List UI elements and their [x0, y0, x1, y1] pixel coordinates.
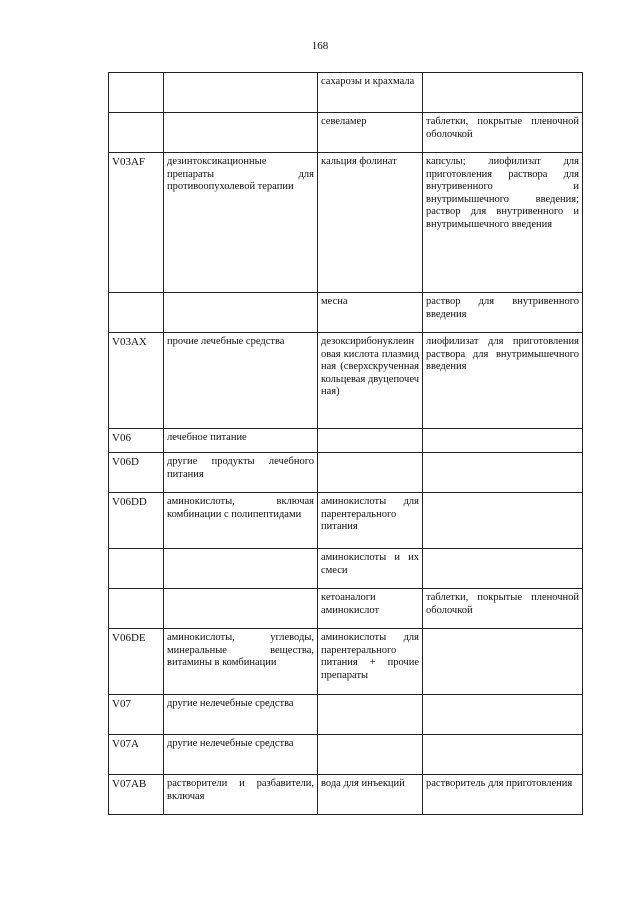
group-name: растворители и разбавители, включая	[164, 775, 318, 815]
atc-code: V07AB	[109, 775, 164, 815]
substance-name	[318, 453, 423, 493]
table-row	[109, 775, 583, 815]
table-row	[109, 429, 583, 453]
group-name: аминокислоты, углеводы, минеральные вещества, витамины в комбинации	[164, 629, 318, 695]
table-row	[109, 735, 583, 775]
group-name: лечебное питание	[164, 429, 318, 453]
atc-code	[109, 113, 164, 153]
atc-code	[109, 293, 164, 333]
substance-name: кальция фолинат	[318, 153, 423, 293]
substance-name	[318, 429, 423, 453]
dosage-form: таблетки, покрытые пленочной оболочкой	[423, 113, 583, 153]
group-name: аминокислоты, включая комбинации с полипептидами	[164, 493, 318, 549]
group-name: другие нелечебные средства	[164, 695, 318, 735]
substance-name: севеламер	[318, 113, 423, 153]
table-row	[109, 695, 583, 735]
substance-name: вода для инъекций	[318, 775, 423, 815]
dosage-form	[423, 73, 583, 113]
substance-name: сахарозы и крахмала	[318, 73, 423, 113]
dosage-form	[423, 629, 583, 695]
substance-name	[318, 735, 423, 775]
dosage-form: капсулы; лиофилизат для приготовления раствора для внутривенного и внутримышечного введения; раствор для внутривенного и внутримышечного введения	[423, 153, 583, 293]
substance-name: аминокислоты для парентерального питания	[318, 493, 423, 549]
dosage-form: лиофилизат для приготовления раствора для внутримышечного введения	[423, 333, 583, 429]
atc-code	[109, 549, 164, 589]
substance-name: месна	[318, 293, 423, 333]
atc-code: V03AX	[109, 333, 164, 429]
substance-name: аминокислоты для парентерального питания + прочие препараты	[318, 629, 423, 695]
substance-name	[318, 695, 423, 735]
dosage-form	[423, 493, 583, 549]
group-name: другие нелечебные средства	[164, 735, 318, 775]
dosage-form	[423, 735, 583, 775]
substance-name: аминокислоты и их смеси	[318, 549, 423, 589]
atc-code	[109, 73, 164, 113]
group-name	[164, 293, 318, 333]
substance-name: дезоксирибонуклеиновая кислота плазмидная (сверхскрученная кольцевая двуцепочечная)	[318, 333, 423, 429]
dosage-form	[423, 453, 583, 493]
table-row	[109, 293, 583, 333]
atc-code: V06DD	[109, 493, 164, 549]
page-number: 168	[311, 40, 329, 52]
table-row	[109, 589, 583, 629]
group-name: другие продукты лечебного питания	[164, 453, 318, 493]
atc-code: V07	[109, 695, 164, 735]
group-name	[164, 113, 318, 153]
table-row	[109, 453, 583, 493]
table-row	[109, 493, 583, 549]
table-row	[109, 549, 583, 589]
table-row	[109, 629, 583, 695]
atc-code: V03AF	[109, 153, 164, 293]
group-name: дезинтоксикационные препараты для противоопухолевой терапии	[164, 153, 318, 293]
group-name	[164, 549, 318, 589]
table-row	[109, 333, 583, 429]
atc-code: V06DE	[109, 629, 164, 695]
group-name: прочие лечебные средства	[164, 333, 318, 429]
atc-code	[109, 589, 164, 629]
dosage-form: раствор для внутривенного введения	[423, 293, 583, 333]
group-name	[164, 589, 318, 629]
dosage-form	[423, 549, 583, 589]
drug-table	[108, 72, 583, 815]
table-row	[109, 73, 583, 113]
atc-code: V06	[109, 429, 164, 453]
substance-name: кетоаналоги аминокислот	[318, 589, 423, 629]
dosage-form	[423, 695, 583, 735]
table-row	[109, 113, 583, 153]
atc-code: V06D	[109, 453, 164, 493]
group-name	[164, 73, 318, 113]
atc-code: V07A	[109, 735, 164, 775]
table-row	[109, 153, 583, 293]
dosage-form: таблетки, покрытые пленочной оболочкой	[423, 589, 583, 629]
dosage-form	[423, 429, 583, 453]
dosage-form: растворитель для приготовления	[423, 775, 583, 815]
